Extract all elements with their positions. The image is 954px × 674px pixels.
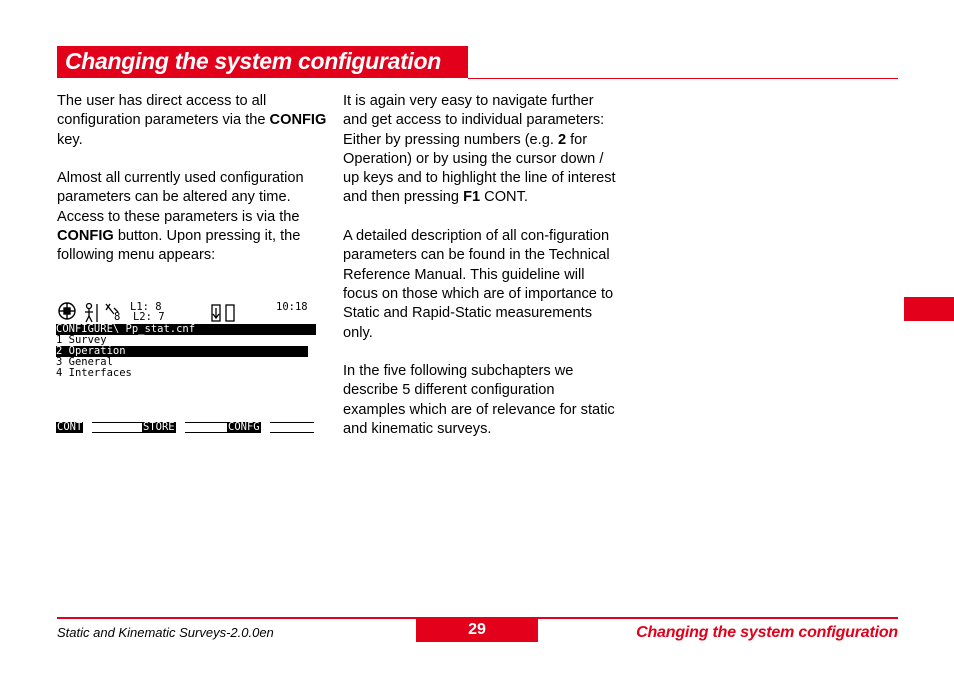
text: button. Upon pressing it, the following menu appears: — [57, 228, 301, 264]
title-bar — [57, 46, 468, 78]
fkey-separator — [270, 422, 314, 433]
footer-document-title: Static and Kinematic Surveys-2.0.0en — [57, 625, 274, 640]
text: CONT. — [480, 189, 528, 206]
fkey-separator — [185, 422, 227, 433]
paragraph: In the five following subchapters we describe 5 different configuration examples which are of relevance for static and kinematic surveys. — [343, 363, 615, 438]
text: key. — [57, 131, 83, 148]
footer-section-title: Changing the system configuration — [636, 624, 898, 641]
paragraph — [343, 92, 618, 208]
satellite-icon — [59, 303, 75, 319]
paragraph — [57, 169, 332, 265]
l1-satellite-count: L1: 8 — [130, 301, 162, 313]
page-title: Changing the system configuration — [65, 48, 442, 74]
text: It is again very easy to navigate further and get access to individual parameters: Either by pressing numbers (e.g. — [343, 93, 605, 148]
left-column — [57, 92, 332, 285]
menu-item-interfaces[interactable]: 4 Interfaces — [56, 367, 132, 379]
page-number: 29 — [416, 618, 538, 642]
key-name: CONFIG — [57, 228, 114, 245]
memory-icon — [212, 305, 220, 321]
text: The user has direct access to all configuration parameters via the — [57, 93, 270, 129]
key-name: 2 — [557, 131, 567, 148]
screen-title-line: CONFIGURE\ Pp_stat.cnf — [56, 324, 316, 335]
instrument-screen — [56, 300, 318, 436]
menu-item-survey[interactable]: 1 Survey — [56, 334, 107, 346]
battery-icon — [226, 305, 234, 321]
text: Almost all currently used configuration parameters can be altered any time. Access to these parameters is via the — [57, 170, 304, 225]
title-rule — [468, 78, 898, 79]
function-key-bar — [56, 422, 314, 433]
f1-cont-button[interactable]: CONT — [57, 421, 83, 433]
right-column — [343, 92, 618, 459]
paragraph — [57, 92, 332, 150]
paragraph: A detailed description of all con-figuration parameters can be found in the Technical Reference Manual. This guideline will focus on those which are of importance to Static and Rapid-Static measurements only. — [343, 228, 614, 341]
f3-confg-button[interactable]: CONFG — [228, 421, 260, 433]
clock: 10:18 — [276, 301, 308, 313]
menu-item-operation[interactable]: 2 Operation — [56, 346, 308, 357]
key-name: F1 — [463, 189, 481, 206]
text: for Operation) or by using the cursor down / up keys and to highlight the line of interest and then pressing — [343, 131, 616, 206]
chapter-tab — [904, 297, 954, 321]
f2-store-button[interactable]: STORE — [143, 421, 175, 433]
key-name: CONFIG — [269, 112, 327, 129]
fkey-separator — [92, 422, 142, 433]
menu-item-general[interactable]: 3 General — [56, 356, 113, 368]
l2-satellite-count: 8 L2: 7 — [114, 311, 165, 323]
person-icon — [85, 304, 97, 323]
